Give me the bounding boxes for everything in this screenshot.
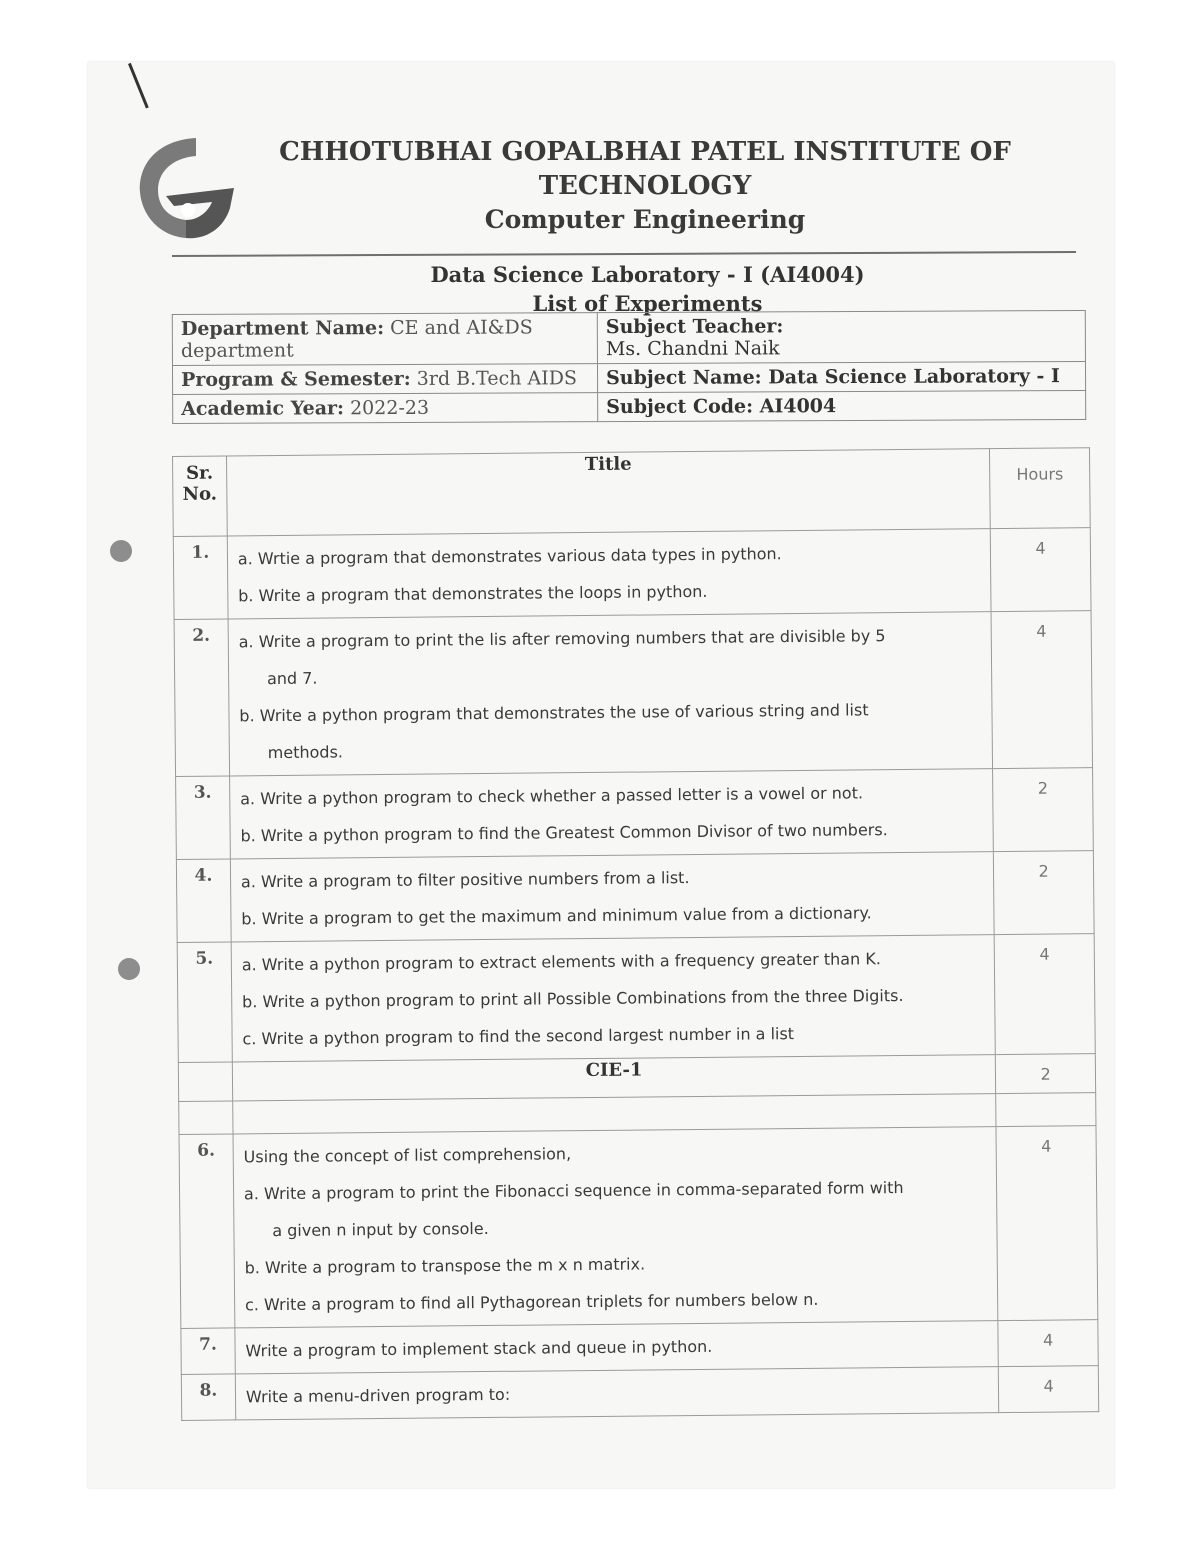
subject-code-cell: Subject Code: AI4004 [598,391,1086,422]
experiment-line: c. Write a program to find all Pythagorean triplets for numbers below n. [244,1289,819,1315]
experiment-title [231,935,996,1062]
experiment-hours: 2 [994,851,1094,935]
experiment-row [179,1126,1098,1329]
experiment-number: 5. [177,942,232,1063]
blank-cell [996,1093,1096,1127]
experiment-line: and 7. [266,668,318,689]
list-title: List of Experiments [532,291,763,316]
department-value: CE and AI&DS [390,316,533,340]
experiment-line: b. Write a python program that demonstrates the use of various string and list [239,700,869,726]
experiment-number: 4. [176,859,231,943]
experiment-line: b. Write a python program to print all Possible Combinations from the three Digits. [242,986,904,1012]
experiment-number: 6. [179,1134,235,1329]
program-value: 3rd B.Tech AIDS [416,367,578,390]
experiment-number: 2. [174,619,229,777]
experiment-title [227,529,991,619]
experiment-number: 7. [181,1328,235,1375]
blank-cell [179,1101,233,1135]
experiment-hours: 4 [996,1126,1097,1321]
experiment-line: methods. [267,742,344,763]
experiment-hours: 4 [991,611,1092,769]
experiment-row [174,611,1092,777]
experiment-line: a. Wrtie a program that demonstrates various data types in python. [237,544,782,569]
experiment-line: a. Write a python program to extract elements with a frequency greater than K. [241,949,881,975]
teacher-cell [597,311,1085,364]
experiment-title [235,1367,999,1420]
academic-year-value: 2022-23 [350,396,430,420]
experiment-line: a. Write a program to filter positive numbers from a list. [240,868,690,892]
experiment-line: b. Write a program to transpose the m x n matrix. [244,1254,646,1278]
experiment-line: Using the concept of list comprehension, [243,1144,572,1167]
experiment-hours: 2 [993,768,1093,852]
program-cell [172,364,597,395]
experiment-hours: 4 [999,1366,1099,1413]
experiment-title [230,852,994,942]
experiment-number: 3. [176,776,231,860]
experiment-title [235,1321,999,1374]
experiment-number: 8. [181,1374,235,1421]
cie-hours: 2 [996,1054,1096,1094]
institute-logo [134,132,238,244]
cie-spacer [178,1062,232,1102]
experiment-line: c. Write a python program to find the second largest number in a list [242,1024,795,1049]
institute-name-line2: TECHNOLOGY [538,171,752,201]
punch-hole [110,540,132,562]
experiment-row [176,851,1094,943]
experiment-line: a. Write a program to print the lis after removing numbers that are divisible by 5 [238,626,886,652]
experiment-hours: 4 [994,934,1095,1055]
document-header [250,135,1040,237]
experiment-hours: 4 [991,528,1091,612]
course-info-table [172,310,1086,424]
title-header: Title [226,449,990,536]
experiment-line: b. Write a python program to find the Greatest Common Divisor of two numbers. [240,820,888,846]
department-label: Department Name: [180,317,385,340]
experiment-row [176,768,1094,860]
experiment-title [233,1127,998,1328]
experiment-title [229,769,993,859]
experiment-row [177,934,1095,1063]
sr-no-header: Sr. No. [173,456,228,537]
department-name: Computer Engineering [484,205,806,234]
institute-name-line1: CHHOTUBHAI GOPALBHAI PATEL INSTITUTE OF [279,137,1011,167]
hours-header: Hours [990,448,1090,529]
department-value-cont: department [180,339,294,362]
experiment-line: b. Write a program to get the maximum and minimum value from a dictionary. [241,903,872,929]
experiment-line: a. Write a program to print the Fibonacci sequence in comma-separated form with [243,1178,904,1204]
teacher-label: Subject Teacher: [605,315,784,339]
punch-hole [118,958,140,980]
experiment-number: 1. [173,536,228,620]
experiment-row [173,528,1091,620]
subject-name-cell: Subject Name: Data Science Laboratory - I [597,362,1085,393]
experiment-line: a. Write a python program to check whether a passed letter is a vowel or not. [240,783,864,809]
experiment-row [181,1366,1098,1421]
program-label: Program & Semester: [181,367,411,391]
experiment-hours: 4 [998,1320,1098,1367]
experiment-line: Write a menu-driven program to: [245,1384,511,1407]
experiment-line: Write a program to implement stack and queue in python. [245,1336,713,1361]
experiment-title [228,612,993,776]
cie-label: CIE-1 [232,1055,996,1101]
experiments-table [172,447,1099,1421]
teacher-value: Ms. Chandni Naik [605,337,780,361]
academic-year-label: Academic Year: [181,397,345,420]
department-cell [172,313,597,366]
academic-year-cell [173,393,598,424]
experiment-line: b. Write a program that demonstrates the loops in python. [238,581,708,606]
lab-title: Data Science Laboratory - I (AI4004) [430,262,865,287]
experiment-line: a given n input by console. [272,1218,489,1241]
